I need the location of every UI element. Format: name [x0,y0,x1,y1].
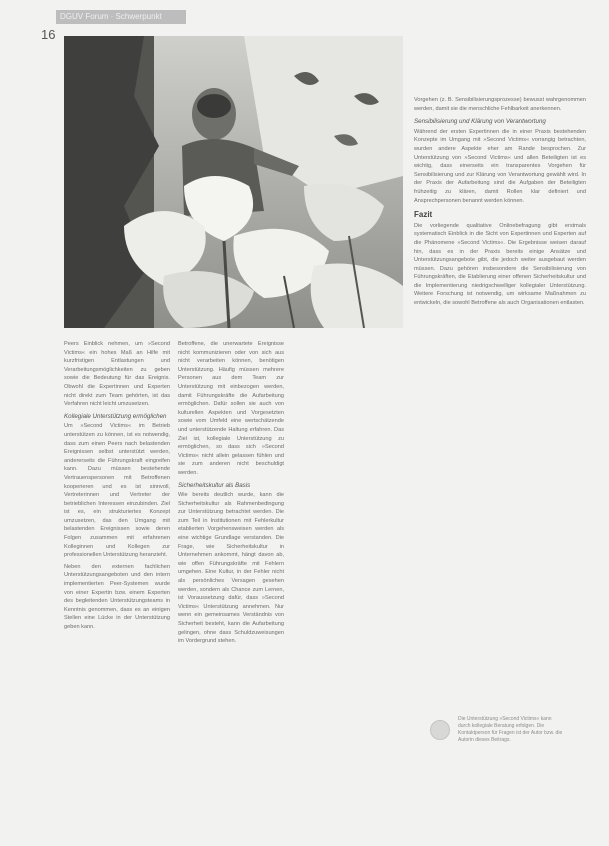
paragraph: Während der ersten Expertinnen die in einer Praxis bestehenden Konzepte im Umgang mit »Second Victims« vorrangig betrachten, wurden andere Aspekte eher am Rande besprochen. Zur Unterstützung von »Second Victims« und allen Beteiligten ist es wichtig, dass einerseits ein transparentes Vorgehen für Sensibilisierung und zur Klärung von Verantwortung gewählt wird. In der Praxis der Aufarbeitung sind die Aufgaben der Beteiligten frühzeitig zu klären, damit Rollen klar definiert und Ansprechpersonen benannt werden können. [414,128,586,204]
article-photo [64,36,403,328]
info-note-text: Die Unterstützung »Second Victims« kann durch kollegiale Beratung erfolgen. Die Kontaktperson für Fragen ist der Autor bzw. die Autorin dieses Beitrags. [458,716,563,743]
paragraph: Die vorliegende qualitative Onlinebefragung gibt erstmals systematisch Einblick in die Sicht von Expertinnen und Experten auf die Phänomene »Second Victims«. Die Ergebnisse weisen darauf hin, dass es in der Praxis bereits einige Ansätze und Unterstützungsangebote gibt, die jedoch weiter ausgebaut werden müssen. Dazu gehören insbesondere die Sensibilisierung von Führungskräften, die Etablierung einer offenen Sicherheitskultur und die Implementierung niedrigschwelliger kollegialer Unterstützung. Weitere Forschung ist notwendig, um wirksame Maßnahmen zu entwickeln, die sowohl Betroffene als auch Organisationen entlasten. [414,222,586,307]
page-number: 16 [41,27,56,42]
column-left [64,340,170,635]
paragraph: Neben den externen fachlichen Unterstützungsangeboten und den intern implementierten Peer-Systemen wurde von einer Expertin bzw. einem Experten des begleitenden Unterstützungsteams in Kenntnis genommen, dass es an einigen Stellen eine Lücke in der Unterstützung geben kann. [64,563,170,630]
subheading-sicherheitskultur: Sicherheitskultur als Basis [178,481,251,489]
info-note-icon [430,720,450,740]
photo-illustration [64,36,403,328]
subheading-kollegiale-unterstuetzung: Kollegiale Unterstützung ermöglichen [64,412,167,420]
paragraph: Betroffene, die unerwartete Ereignisse nicht kommunizieren oder von sich aus nicht verarbeiten können, benötigen Unterstützung. Häufig müssen mehrere Personen aus dem Team zur Unterstützung mit einbezogen werden, damit Führungskräfte die Aufarbeitung ermöglichen. Dafür sollen sie auch von kulturellen Aspekten und Vorgesetzten sowie vom Umfeld eine wertschätzende und unterstützende Haltung erfahren. Das Ziel ist, kollegiale Unterstützung zu ermöglichen, so dass sich »Second Victims« nicht allein gelassen fühlen und sie zum anderen nicht beschuldigt werden. [178,341,284,476]
column-right [414,96,586,311]
subheading-fazit: Fazit [414,210,433,220]
paragraph: Peers Einblick nehmen, um »Second Victims« ein hohes Maß an Hilfe mit kurzfristigen Entlastungen und Verarbeitungsmöglichkeiten zu geben sowie die Bedeutung für das Ereignis. Obwohl die Expertinnen und Experten nicht direkt zum Team gehörten, ist das Verfahren nicht leicht umzusetzen. [64,341,170,408]
paragraph: Vorgehen (z. B. Sensibilisierungsprozesse) bewusst wahrgenommen werden, damit sie die menschliche Fehlbarkeit anerkennen. [414,97,586,112]
subheading-sensibilisierung: Sensibilisierung und Klärung von Verantwortung [414,118,546,126]
paragraph: Um »Second Victims« im Betrieb unterstützen zu können, ist es notwendig, dass zum einen Peers nach belastenden Ereignissen selbst unterstützt werden, andererseits die Führungskraft eingreifen kann. Dazu müssen bestehende Vertrauenspersonen mit Betroffenen kooperieren und es ist sinnvoll, Vertreterinnen und Vertreter der betrieblichen Interessen einzubinden. Ziel ist es, ein strukturiertes Konzept umzusetzen, das den Umgang mit belastenden Ereignissen sowie deren Folgen zusammen mit erfahrenen Kolleginnen und Kollegen zur professionellen Unterstützung heranzieht. [64,423,170,559]
paragraph: Wie bereits deutlich wurde, kann die Sicherheitskultur als Rahmenbedingung zur Unterstützung betrachtet werden. Die zum Teil in Institutionen mit Fehlerkultur etablierten Vorgehensweisen werden als eine wichtige Grundlage verstanden. Die Frage, wie Sicherheitskultur in Unternehmen ankommt, hängt davon ab, wie offen Führungskräfte mit Fehlern umgehen. Eine Kultur, in der Fehler nicht als persönliches Versagen gesehen werden, sondern als Chance zum Lernen, ist Voraussetzung dafür, dass »Second Victims« Unterstützung annehmen. Nur wenn ein gemeinsames Verständnis von Sicherheit besteht, kann die Aufarbeitung gelingen, ohne dass Schuldzuweisungen im Vordergrund stehen. [178,492,284,645]
section-label: DGUV Forum · Schwerpunkt [60,12,162,21]
section-header-bar [56,10,186,24]
column-middle [178,340,284,649]
